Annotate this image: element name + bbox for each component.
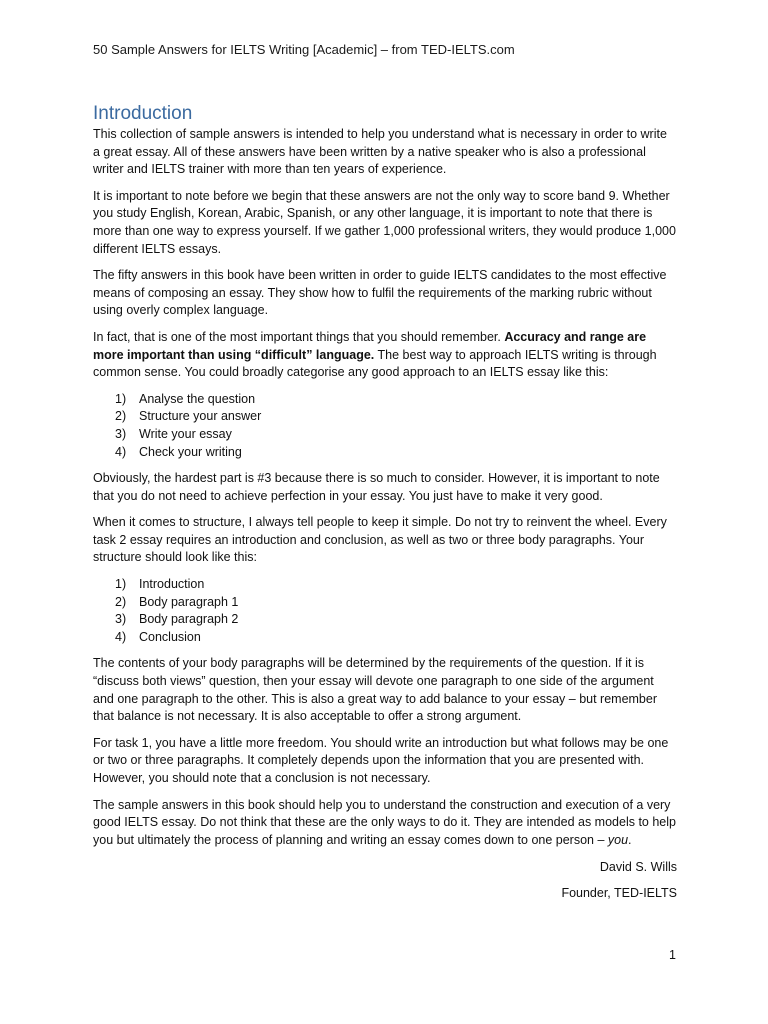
list-item: [93, 629, 677, 647]
structure-list: [93, 576, 677, 646]
list-item: [93, 408, 677, 426]
paragraph-text: The sample answers in this book should help you to understand the construction and execution of a very good IELTS essay. Do not think that these are the only ways to do it. They are intended as models to help you but ultimately the process of planning and writing an essay comes down to one person –: [93, 797, 676, 847]
signature-role: Founder, TED-IELTS: [561, 885, 677, 900]
list-item: [93, 391, 677, 409]
italic-emphasis: you: [607, 832, 629, 847]
paragraph: It is important to note before we begin that these answers are not the only way to score band 9. Whether you study English, Korean, Arabic, Spanish, or any other language, it is important to note that there is more than one way to express yourself. If we gather 1,000 professional writers, they would produce 1,000 different IELTS essays.: [93, 188, 676, 256]
paragraph: The contents of your body paragraphs will be determined by the requirements of the question. If it is “discuss both views” question, then your essay will devote one paragraph to one side of the argument and one paragraph to the other. This is also a great way to add balance to your essay – but remember that balance is not necessary. It is also acceptable to offer a strong argument.: [93, 656, 658, 724]
body-text: [93, 126, 677, 912]
list-item: [93, 426, 677, 444]
bold-emphasis: Accuracy and range are more important than using “difficult” language.: [93, 329, 647, 362]
list-number: 2): [115, 594, 127, 609]
paragraph-text: The best way to approach IELTS writing is through common sense. You could broadly categorise any good approach to an IELTS essay like this:: [93, 347, 657, 380]
approach-list: [93, 391, 677, 461]
list-number: 1): [115, 577, 127, 592]
paragraph-text: .: [628, 832, 632, 847]
paragraph: [93, 797, 677, 850]
list-text: Structure your answer: [139, 409, 262, 424]
list-text: Write your essay: [139, 426, 232, 441]
list-text: Introduction: [139, 577, 205, 592]
list-item: [93, 611, 677, 629]
section-title: Introduction: [93, 103, 193, 124]
list-text: Conclusion: [139, 629, 201, 644]
list-text: Body paragraph 2: [139, 612, 239, 627]
list-number: 1): [115, 391, 127, 406]
signature-name: David S. Wills: [599, 860, 677, 875]
list-item: [93, 576, 677, 594]
running-header: 50 Sample Answers for IELTS Writing [Academic] – from TED-IELTS.com: [93, 42, 515, 57]
paragraph-text: In fact, that is one of the most important things that you should remember.: [93, 329, 505, 344]
paragraph: For task 1, you have a little more freedom. You should write an introduction but what follows may be one or two or three paragraphs. It completely depends upon the information that you are presented with. However, you should note that a conclusion is not necessary.: [93, 735, 669, 785]
list-number: 2): [115, 409, 127, 424]
paragraph: [93, 329, 677, 382]
list-number: 3): [115, 612, 127, 627]
paragraph: Obviously, the hardest part is #3 because there is so much to consider. However, it is important to note that you do not need to achieve perfection in your essay. You just have to make it very good.: [93, 471, 660, 503]
list-number: 4): [115, 629, 127, 644]
paragraph: The fifty answers in this book have been written in order to guide IELTS candidates to the most effective means of composing an essay. They show how to fulfil the requirements of the marking rubric without using overly complex language.: [93, 268, 667, 318]
list-text: Body paragraph 1: [139, 594, 239, 609]
list-item: [93, 594, 677, 612]
list-text: Analyse the question: [139, 391, 256, 406]
paragraph: This collection of sample answers is intended to help you understand what is necessary in order to write a great essay. All of these answers have been written by a native speaker who is also a professional writer and IELTS trainer with more than ten years of experience.: [93, 127, 667, 177]
paragraph: When it comes to structure, I always tell people to keep it simple. Do not try to reinvent the wheel. Every task 2 essay requires an introduction and conclusion, as well as two or three body paragraphs. Your structure should look like this:: [93, 515, 667, 565]
list-item: [93, 444, 677, 462]
list-number: 3): [115, 426, 127, 441]
list-number: 4): [115, 444, 127, 459]
list-text: Check your writing: [139, 444, 242, 459]
page-number: 1: [669, 948, 676, 962]
